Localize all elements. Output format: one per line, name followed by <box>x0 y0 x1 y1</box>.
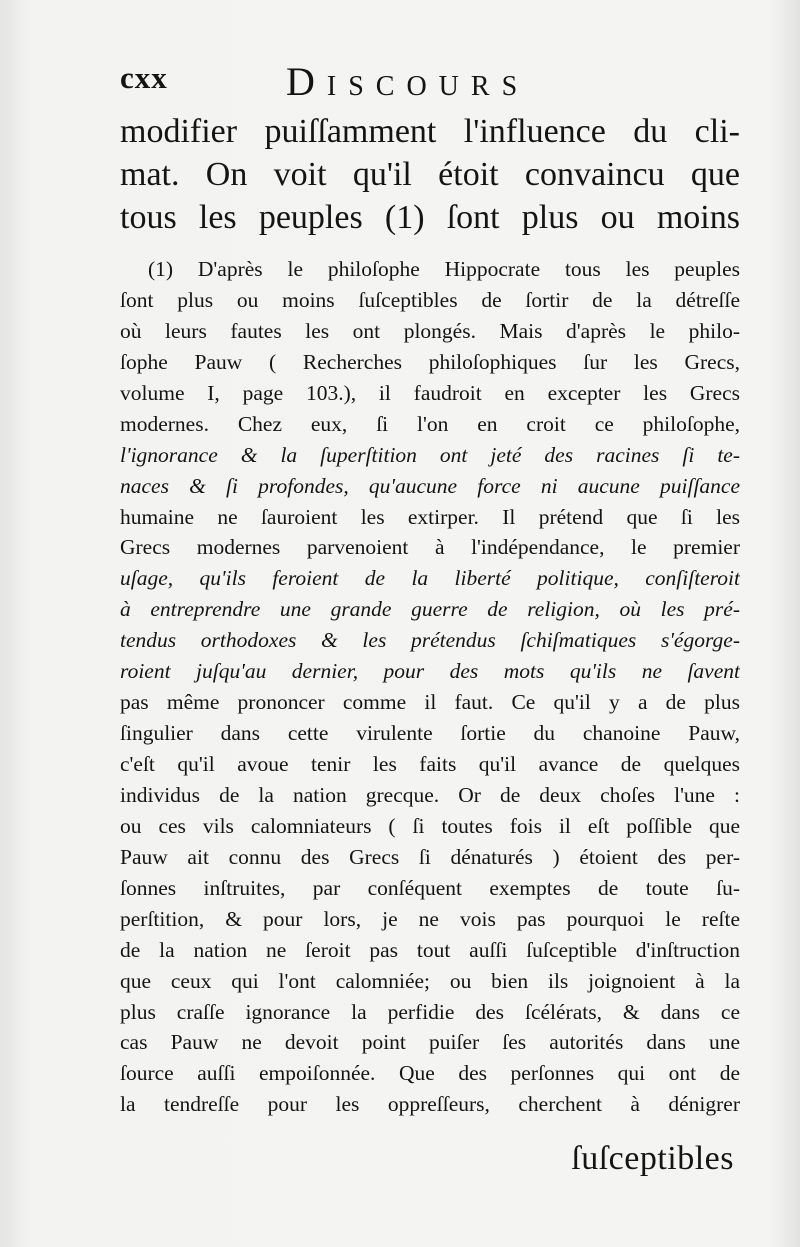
page-header <box>120 58 740 104</box>
text-line: tous les peuples (1) ſont plus ou moins <box>120 199 740 236</box>
text-line: mat. On voit qu'il étoit convaincu que <box>120 156 740 193</box>
footnote-line: perſtition, & pour lors, je ne vois pas pourquoi le reſte <box>120 906 740 931</box>
footnote-line: volume I, page 103.), il faudroit en excepter les Grecs <box>120 380 740 405</box>
footnote-line: ſonnes inſtruites, par conſéquent exemptes de toute ſu- <box>120 875 740 900</box>
footnote <box>120 254 740 1120</box>
footnote-line: où leurs fautes les ont plongés. Mais d'après le philo- <box>120 318 740 343</box>
footnote-line: ou ces vils calomniateurs ( ſi toutes fois il eſt poſſible que <box>120 813 740 838</box>
footnote-line: uſage, qu'ils feroient de la liberté politique, conſiſteroit <box>120 566 740 591</box>
footnote-line: humaine ne ſauroient les extirper. Il prétend que ſi les <box>120 504 740 529</box>
page-number: cxx <box>120 60 168 95</box>
running-head: Discours <box>286 59 530 104</box>
footnote-line: pas même prononcer comme il faut. Ce qu'il y a de plus <box>120 690 740 715</box>
footnote-line: ſophe Pauw ( Recherches philoſophiques ſur les Grecs, <box>120 349 740 374</box>
main-text <box>120 110 740 239</box>
footnote-line: tendus orthodoxes & les prétendus ſchiſmatiques s'égorge- <box>120 628 740 653</box>
footnote-line: à entreprendre une grande guerre de religion, où les pré- <box>120 597 740 622</box>
footnote-line: Grecs modernes parvenoient à l'indépendance, le premier <box>120 535 740 560</box>
footnote-line: ſource auſſi empoiſonnée. Que des perſonnes qui ont de <box>120 1061 740 1086</box>
footnote-line: cas Pauw ne devoit point puiſer ſes autorités dans une <box>120 1030 740 1055</box>
footnote-line: la tendreſſe pour les oppreſſeurs, cherchent à dénigrer <box>120 1092 740 1117</box>
footnote-line: modernes. Chez eux, ſi l'on en croit ce philoſophe, <box>120 411 740 436</box>
catchword: ſuſceptibles <box>571 1140 734 1177</box>
footnote-line: (1) D'après le philoſophe Hippocrate tous les peuples <box>148 257 740 281</box>
footnote-line: l'ignorance & la ſuperſtition ont jeté des racines ſi te- <box>120 442 740 467</box>
footnote-line: plus craſſe ignorance la perfidie des ſcélérats, & dans ce <box>120 999 740 1024</box>
footnote-line: ſont plus ou moins ſuſceptibles de ſortir de la détreſſe <box>120 287 740 312</box>
footnote-line: naces & ſi profondes, qu'aucune force ni aucune puiſſance <box>120 473 740 498</box>
footnote-line: de la nation ne ſeroit pas tout auſſi ſuſceptible d'inſtruction <box>120 937 740 962</box>
footnote-line: Pauw ait connu des Grecs ſi dénaturés ) étoient des per- <box>120 844 740 869</box>
footnote-line: individus de la nation grecque. Or de deux choſes l'une : <box>120 782 740 807</box>
footnote-line: ſingulier dans cette virulente ſortie du chanoine Pauw, <box>120 721 740 746</box>
footnote-line: c'eſt qu'il avoue tenir les faits qu'il avance de quelques <box>120 752 740 776</box>
text-line: modifier puiſſamment l'influence du cli- <box>120 113 740 150</box>
footnote-line: que ceux qui l'ont calomniée; ou bien ils joignoient à la <box>120 968 740 993</box>
footnote-line: roient juſqu'au dernier, pour des mots qu'ils ne ſavent <box>120 659 740 684</box>
